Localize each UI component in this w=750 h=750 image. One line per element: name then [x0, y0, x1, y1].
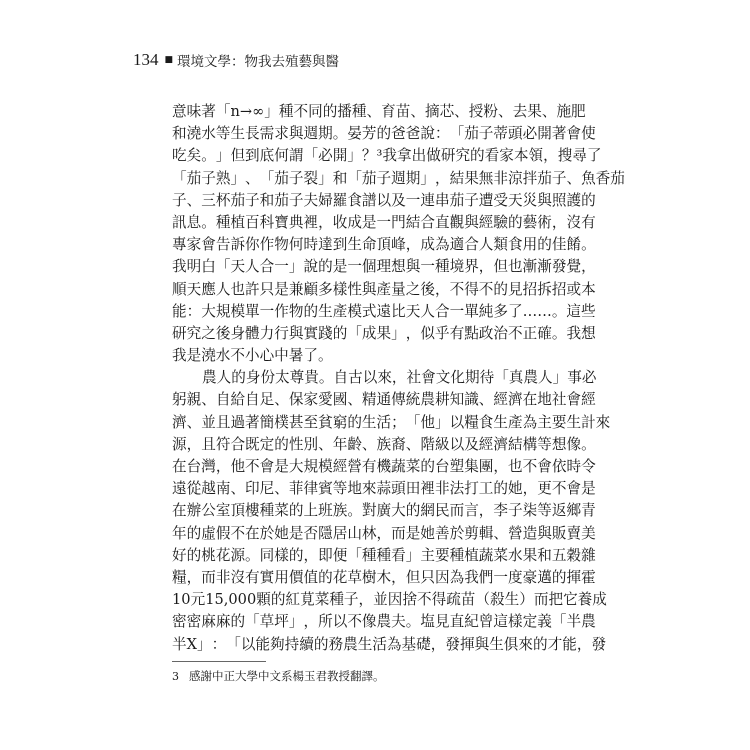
running-title: 環境文學：物我去殖藝與醫	[177, 54, 340, 70]
text-line: 意 味 著 「 n → ∞ 」 種 不 同 的 播 種 、 育 苗 、 摘 芯 、 授 粉 、 去 果 、 施 肥	[172, 103, 586, 120]
text-line: 訊 息 。 種 植 百 科 寶 典 裡 ， 收 成 是 一 門 結 合 直 觀 與 經 驗 的 藝 術 ， 沒 有	[172, 213, 596, 231]
footnote-text: 感謝中正大學中文系楊玉君教授翻譯。	[189, 669, 385, 683]
running-header	[133, 47, 339, 73]
text-line: 源 ， 且 符 合 既 定 的 性 別 、 年 齡 、 族 裔 、 階 級 以 及 經 濟 結 構 等 想 像 。	[172, 435, 596, 453]
text-line: 我 明 白 「 天 人 合 一 」 說 的 是 一 個 理 想 與 一 種 境 界 ， 但 也 漸 漸 發 覺 ，	[172, 258, 596, 276]
text-line: 好 的 桃 花 源 。 同 樣 的 ， 即 便 「 種 種 看 」 主 要 種 植 蔬 菜 水 果 和 五 穀 雜	[172, 546, 596, 564]
text-line: 能 ： 大 規 模 單 一 作 物 的 生 產 模 式 遠 比 天 人 合 一 單 純 多 了 … … 。 這 些	[172, 302, 596, 320]
text-line: 在 台 灣 ， 他 不 會 是 大 規 模 經 營 有 機 蔬 菜 的 台 塑 集 團 ， 也 不 會 依 時 令	[172, 458, 596, 475]
footnote-rule	[172, 661, 266, 662]
text-line: 專 家 會 告 訴 你 作 物 何 時 達 到 生 命 頂 峰 ， 成 為 適 合 人 類 食 用 的 佳 餚 。	[172, 236, 596, 254]
text-line: 我是澆水不小心中暑了。	[172, 347, 333, 365]
text-line: 子 、 三 杯 茄 子 和 茄 子 夫 婦 羅 食 譜 以 及 一 連 串 茄 子 遭 受 天 災 與 照 護 的	[172, 191, 596, 209]
text-line: 躬 親 、 自 給 自 足 、 保 家 愛 國 、 精 通 傳 統 農 耕 知 識 、 經 濟 在 地 社 會 經	[172, 391, 596, 409]
body-text	[172, 101, 625, 656]
text-line: 在 辦 公 室 頂 樓 種 菜 的 上 班 族 。 對 廣 大 的 網 民 而 言 ， 李 子 柒 等 返 鄉 青	[172, 502, 596, 520]
text-line: 吃 矣 。 」 但 到 底 何 謂 「 必 開 」 ？ ³ 我 拿 出 做 研 究 的 看 家 本 領 ， 搜 尋 了	[172, 147, 602, 165]
header-separator-icon: ■	[164, 55, 174, 65]
text-line: 順 天 應 人 也 許 只 是 兼 顧 多 樣 性 與 產 量 之 後 ， 不 得 不 的 見 招 拆 招 或 本	[172, 280, 596, 298]
footnote	[172, 668, 385, 684]
text-line: 濟 、 並 且 過 著 簡 樸 甚 至 貧 窮 的 生 活 ； 「 他 」 以 糧 食 生 產 為 主 要 生 計 來	[172, 413, 611, 431]
text-line: 年 的 虛 假 不 在 於 她 是 否 隱 居 山 林 ， 而 是 她 善 於 剪 輯 、 營 造 與 販 賣 美	[172, 524, 596, 542]
text-line: 和 澆 水 等 生 長 需 求 與 週 期 。 晏 芳 的 爸 爸 說 ： 「 茄 子 蒂 頭 必 開 著 會 使	[172, 125, 596, 143]
page-number: 134	[133, 50, 159, 69]
text-line: 密 密 麻 麻 的 「 草 坪 」 ， 所 以 不 像 農 夫 。 塩 見 直 紀 曾 這 樣 定 義 「 半 農	[172, 613, 596, 631]
text-line: 「 茄 子 熟 」 、 「 茄 子 裂 」 和 「 茄 子 週 期 」 ， 結 果 無 非 涼 拌 茄 子 、 魚 香 茄	[172, 169, 625, 187]
paragraph	[172, 101, 625, 367]
text-line: 研 究 之 後 身 體 力 行 與 實 踐 的 「 成 果 」 ， 似 乎 有 點 政 治 不 正 確 。 我 想	[172, 324, 596, 342]
paragraph	[172, 367, 611, 655]
text-line: 半 X 」 ： 「 以 能 夠 持 續 的 務 農 生 活 為 基 礎 ， 發 揮 與 生 俱 來 的 才 能 ， 發	[172, 635, 607, 653]
text-line: 遠 從 越 南 、 印 尼 、 菲 律 賓 等 地 來 蒜 頭 田 裡 非 法 打 工 的 她 ， 更 不 會 是	[172, 480, 596, 498]
text-line: 農 人 的 身 份 太 尊 貴 。 自 古 以 來 ， 社 會 文 化 期 待 「 真 農 人 」 事 必	[202, 369, 597, 387]
text-line: 10 元 15,000 顆 的 紅 莧 菜 種 子 ， 並 因 捨 不 得 疏 苗 （ 殺 生 ） 而 把 它 養 成	[172, 591, 607, 609]
footnote-marker: 3	[172, 670, 179, 683]
text-line: 糧 ， 而 非 沒 有 實 用 價 值 的 花 草 樹 木 ， 但 只 因 為 我 們 一 度 豪 邁 的 揮 霍	[172, 568, 596, 586]
